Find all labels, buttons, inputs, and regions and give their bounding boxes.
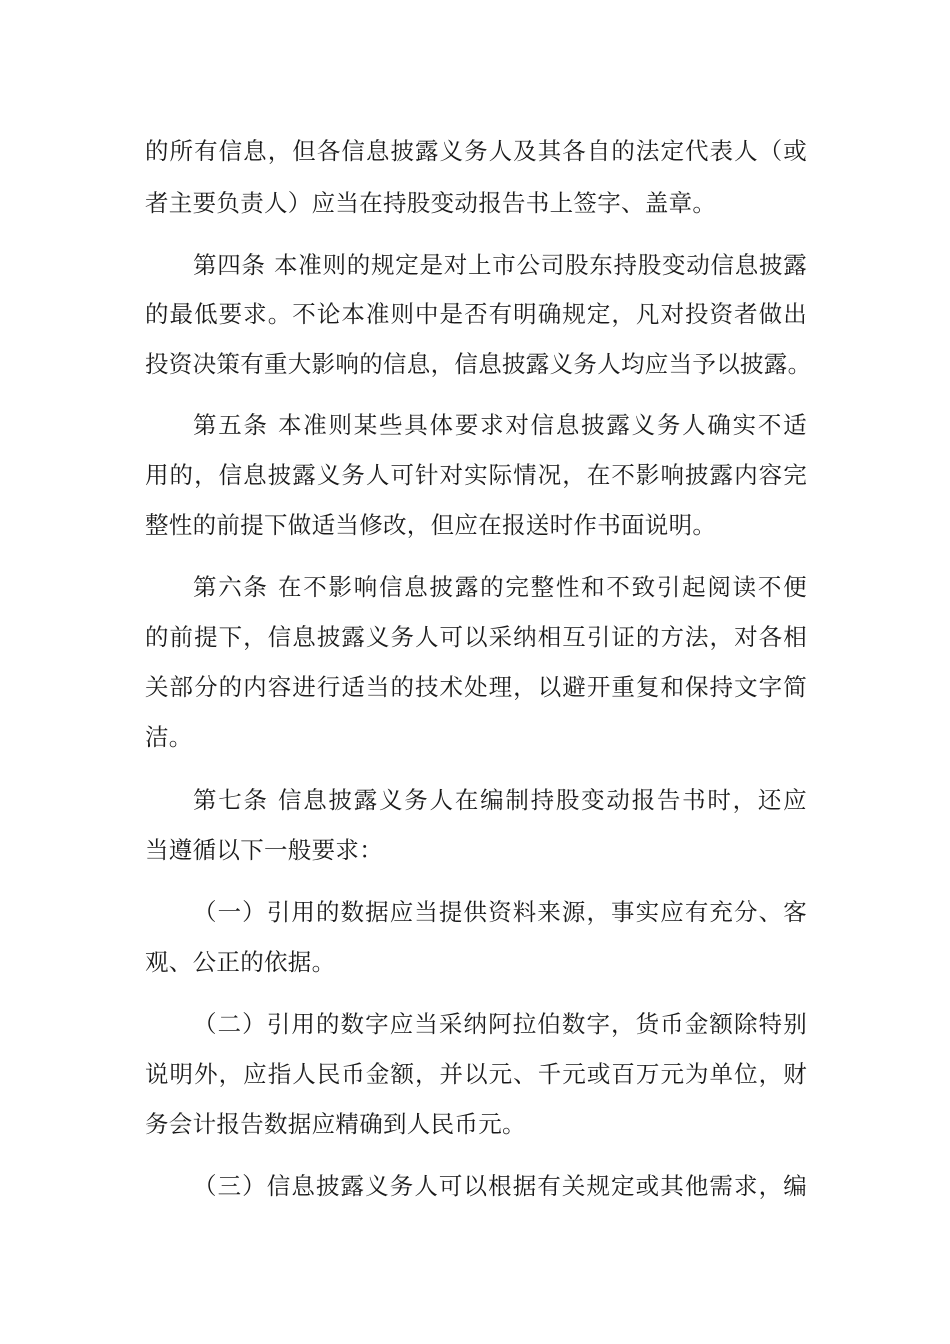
text-line: 第七条 信息披露义务人在编制持股变动报告书时，还应 [193, 786, 807, 814]
text-line: 的所有信息，但各信息披露义务人及其各自的法定代表人（或 [145, 137, 807, 165]
text-line: 第四条 本准则的规定是对上市公司股东持股变动信息披露 [193, 251, 807, 279]
text-line: 整性的前提下做适当修改，但应在报送时作书面说明。 [145, 511, 717, 539]
text-line: （一）引用的数据应当提供资料来源，事实应有充分、客 [193, 898, 807, 926]
text-line: 的前提下，信息披露义务人可以采纳相互引证的方法，对各相 [145, 623, 807, 651]
text-line: 当遵循以下一般要求： [145, 836, 383, 864]
text-line: 关部分的内容进行适当的技术处理，以避开重复和保持文字简 [145, 673, 807, 701]
text-line: 者主要负责人）应当在持股变动报告书上签字、盖章。 [145, 189, 717, 217]
text-line: 的最低要求。不论本准则中是否有明确规定，凡对投资者做出 [145, 300, 807, 328]
text-line: 投资决策有重大影响的信息，信息披露义务人均应当予以披露。 [145, 350, 812, 378]
text-line: 洁。 [145, 723, 193, 751]
text-line: 说明外，应指人民币金额，并以元、千元或百万元为单位，财 [145, 1060, 807, 1088]
text-line: 第五条 本准则某些具体要求对信息披露义务人确实不适 [193, 411, 807, 439]
text-line: 用的，信息披露义务人可针对实际情况，在不影响披露内容完 [145, 461, 807, 489]
text-line: 观、公正的依据。 [145, 948, 336, 976]
text-line: 第六条 在不影响信息披露的完整性和不致引起阅读不便 [193, 573, 807, 601]
text-line: 务会计报告数据应精确到人民币元。 [145, 1110, 526, 1138]
text-line: （二）引用的数字应当采纳阿拉伯数字，货币金额除特别 [193, 1010, 807, 1038]
text-line: （三）信息披露义务人可以根据有关规定或其他需求，编 [193, 1172, 807, 1200]
